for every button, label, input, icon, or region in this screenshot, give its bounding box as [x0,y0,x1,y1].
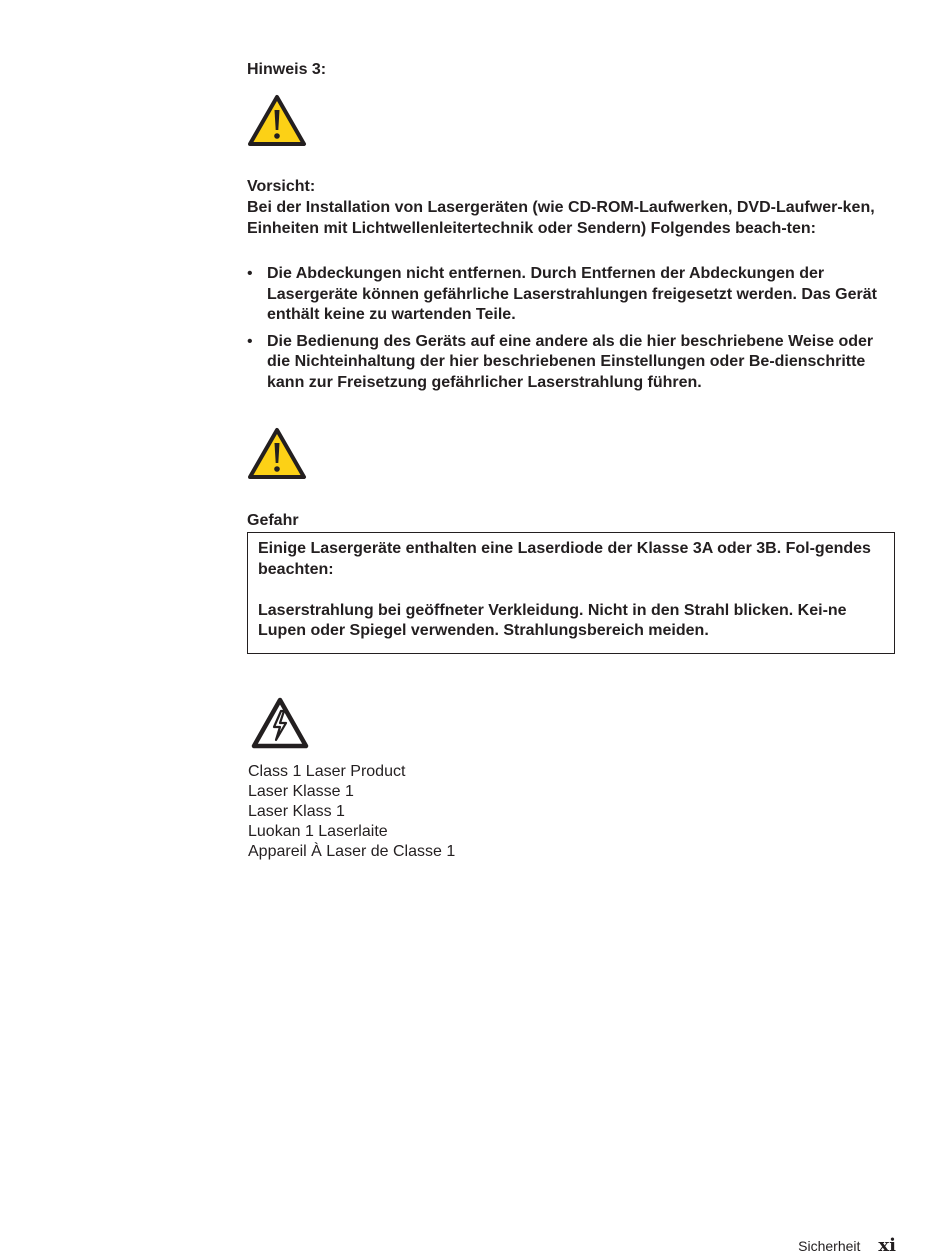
page-footer [798,1234,896,1258]
danger-box [247,532,895,654]
notice-title: Hinweis 3: [247,61,327,78]
page-number: xi [878,1235,896,1256]
laser-label: Luokan 1 Laserlaite [248,823,388,840]
high-voltage-icon [250,696,310,750]
laser-label: Laser Klasse 1 [248,783,354,800]
laser-label: Appareil À Laser de Classe 1 [248,843,456,860]
laser-label: Laser Klass 1 [248,803,345,820]
caution-intro: Bei der Installation von Lasergeräten (wie CD-ROM-Laufwerken, DVD-Laufwer-ken, Einheiten mit Lichtwellenleitertechnik oder Sendern) Folgendes beach-ten: [247,199,875,237]
footer-section-title: Sicherheit [798,1238,861,1254]
danger-paragraph: Einige Lasergeräte enthalten eine Laserdiode der Klasse 3A oder 3B. Fol-gendes beachten: [258,540,871,578]
warning-triangle-icon [247,94,307,148]
bullet-marker: • [247,332,253,350]
bullet-marker: • [247,265,253,282]
danger-label: Gefahr [247,512,299,529]
list-item-text: Die Bedienung des Geräts auf eine andere als die hier beschriebene Weise oder die Nichteinhaltung der hier beschriebenen Einstellungen oder Be-dienschritte kann zur Freisetzung gefährlicher Laserstrahlung führen. [267,332,874,391]
caution-label: Vorsicht: [247,178,316,195]
list-item-text: Die Abdeckungen nicht entfernen. Durch Entfernen der Abdeckungen der Lasergeräte können gefährliche Laserstrahlungen freigesetzt werden. Das Gerät enthält keine zu wartenden Teile. [267,265,877,323]
danger-paragraph: Laserstrahlung bei geöffneter Verkleidung. Nicht in den Strahl blicken. Kei-ne Lupen oder Spiegel verwenden. Strahlungsbereich meiden. [258,601,847,639]
warning-triangle-icon [247,427,307,481]
list-item [247,264,897,326]
laser-class-labels [248,762,455,862]
laser-label: Class 1 Laser Product [248,763,406,780]
caution-list [247,264,897,399]
list-item [247,332,897,394]
